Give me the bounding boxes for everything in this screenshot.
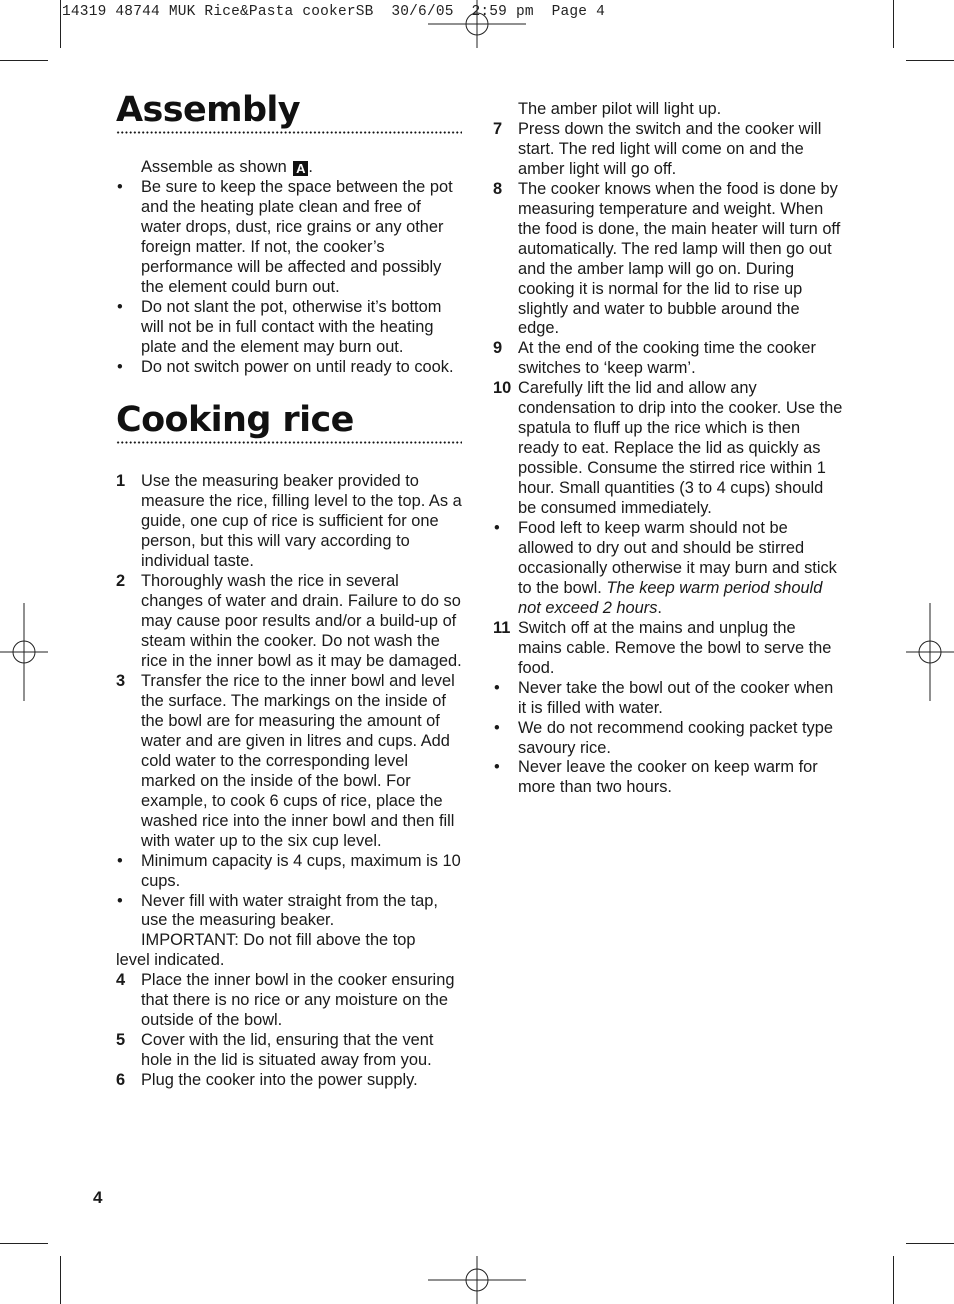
- bullet-icon: •: [494, 758, 500, 777]
- assembly-intro-end: .: [308, 158, 313, 176]
- list-item: [116, 358, 462, 378]
- crop-mark: [906, 60, 954, 61]
- step-text: Plug the cooker into the power supply.: [141, 1071, 418, 1090]
- step-number: 7: [493, 119, 503, 138]
- list-item: [116, 298, 462, 358]
- bullet-icon: •: [117, 891, 123, 910]
- bullet-text: Never take the bowl out of the cooker when it is filled with water.: [518, 678, 834, 717]
- step-text: The cooker knows when the food is done by measuring temperature and weight. When the food is done, the main heater will turn off automatically. The red lamp will then go out and the amber lamp will go on. During cooking it is normal for the lid to rise up slightly and water to bubble around the edge.: [518, 179, 841, 338]
- step-item: [493, 379, 843, 519]
- list-item: [493, 719, 843, 759]
- step-item: [116, 971, 462, 1031]
- step-text: Thoroughly wash the rice in several changes of water and drain. Failure to do so may cause poor results and/or a build-up of steam within the cooker. Do not wash the rice in the inner bowl as it may be damaged.: [141, 572, 462, 671]
- list-item: [116, 852, 462, 892]
- step-item: [493, 619, 843, 679]
- list-item: [116, 178, 462, 298]
- crop-mark: [60, 1256, 61, 1304]
- step-number: 1: [116, 472, 126, 491]
- step-number: 8: [493, 179, 503, 198]
- bullet-text: Never fill with water straight from the tap, use the measuring beaker.: [141, 891, 438, 930]
- step-text: Place the inner bowl in the cooker ensuring that there is no rice or any moisture on the outside of the bowl.: [141, 971, 455, 1030]
- step-text: At the end of the cooking time the cooker switches to ‘keep warm’.: [518, 339, 816, 378]
- list-item: [493, 679, 843, 719]
- bullet-icon: •: [117, 851, 123, 870]
- step-number: 4: [116, 971, 126, 990]
- step-number: 9: [493, 339, 503, 358]
- step-number: 10: [493, 379, 512, 398]
- crop-mark: [893, 1256, 894, 1304]
- bullet-text: We do not recommend cooking packet type savoury rice.: [518, 718, 833, 757]
- step-number: 11: [493, 618, 511, 637]
- important-note-line1: IMPORTANT: Do not fill above the top: [141, 931, 416, 950]
- registration-mark-top: [428, 0, 526, 48]
- step-text: Switch off at the mains and unplug the mains cable. Remove the bowl to serve the food.: [518, 618, 832, 677]
- list-item: [493, 519, 843, 619]
- page-number: 4: [93, 1188, 103, 1207]
- list-item: [116, 892, 462, 932]
- assembly-intro: [116, 158, 462, 178]
- cooking-rice-heading: Cooking rice: [116, 400, 354, 441]
- step-item: [493, 339, 843, 379]
- crop-mark: [906, 1243, 954, 1244]
- bullet-italic-text: The keep warm period should not exceed 2 hours: [518, 578, 823, 617]
- figure-a-icon: A: [293, 161, 308, 176]
- step-number: 5: [116, 1031, 126, 1050]
- bullet-icon: •: [117, 297, 123, 316]
- crop-mark: [60, 0, 61, 48]
- bullet-icon: •: [494, 519, 500, 538]
- assembly-bullet-text: Be sure to keep the space between the pot and the heating plate clean and free of water drops, dust, rice grains or any other foreign matter. If not, the cooker’s performance will be affected and possibly the element could burn out.: [141, 177, 453, 296]
- step-number: 6: [116, 1071, 126, 1090]
- assembly-bullet-text: Do not slant the pot, otherwise it’s bottom will not be in full contact with the heating plate and the element may burn out.: [141, 297, 442, 356]
- step-item: [116, 572, 462, 672]
- registration-mark-left: [0, 603, 48, 701]
- heading-dotted-rule: [116, 131, 462, 134]
- step-item: [116, 672, 462, 852]
- crop-mark: [0, 60, 48, 61]
- step6-continuation: The amber pilot will light up.: [518, 100, 722, 118]
- step-item: [116, 1071, 462, 1091]
- bullet-text-end: .: [657, 598, 662, 617]
- step-number: 2: [116, 572, 126, 591]
- step-text: Use the measuring beaker provided to measure the rice, filling level to the top. As a guide, one cup of rice is sufficient for one person, but this will vary according to individual taste.: [141, 472, 462, 571]
- registration-mark-bottom: [428, 1256, 526, 1304]
- heading-dotted-rule: [116, 441, 462, 444]
- step-item: [116, 472, 462, 572]
- assembly-intro-text: Assemble as shown: [141, 158, 287, 176]
- bullet-icon: •: [117, 177, 123, 196]
- step-number: 3: [116, 672, 126, 691]
- step-item: [116, 1031, 462, 1071]
- left-column: [116, 90, 462, 1091]
- step-text: Carefully lift the lid and allow any condensation to drip into the cooker. Use the spatula to fluff up the rice which is then ready to eat. Replace the lid as quickly as possible. Consume the stirred rice within 1 hour. Small quantities (3 to 4 cups) should be consumed immediately.: [518, 379, 843, 518]
- step-text: Cover with the lid, ensuring that the vent hole in the lid is situated away from you.: [141, 1031, 434, 1070]
- bullet-text: Food left to keep warm should not be allowed to dry out and should be stirred occasionally otherwise it may burn and stick to the bowl.: [518, 519, 837, 597]
- bullet-text: Minimum capacity is 4 cups, maximum is 10 cups.: [141, 851, 461, 890]
- assembly-heading: Assembly: [116, 90, 301, 130]
- bullet-icon: •: [494, 678, 500, 697]
- step-text: Transfer the rice to the inner bowl and level the surface. The markings on the inside of the bowl are for measuring the amount of water and are given in litres and cups. Add cold water to the corresponding level marked on the inside of the bowl. For example, to cook 6 cups of rice, place the washed rice into the inner bowl and then fill with water up to the six cup level.: [141, 672, 455, 850]
- step-item: [493, 120, 843, 180]
- crop-mark: [893, 0, 894, 48]
- crop-mark: [0, 1243, 48, 1244]
- step-item: [493, 180, 843, 340]
- important-note-line2: level indicated.: [116, 951, 225, 970]
- step-text: Press down the switch and the cooker will start. The red light will come on and the amber light will go off.: [518, 119, 822, 178]
- bullet-text: Never leave the cooker on keep warm for more than two hours.: [518, 758, 818, 797]
- registration-mark-right: [906, 603, 954, 701]
- list-item: [493, 758, 843, 798]
- bullet-icon: •: [117, 357, 123, 376]
- assembly-bullet-text: Do not switch power on until ready to cook.: [141, 357, 454, 376]
- printer-slug: 14319 48744 MUK Rice&Pasta cookerSB 30/6/05 2:59 pm Page 4: [62, 4, 605, 20]
- bullet-icon: •: [494, 718, 500, 737]
- right-column: [493, 100, 843, 798]
